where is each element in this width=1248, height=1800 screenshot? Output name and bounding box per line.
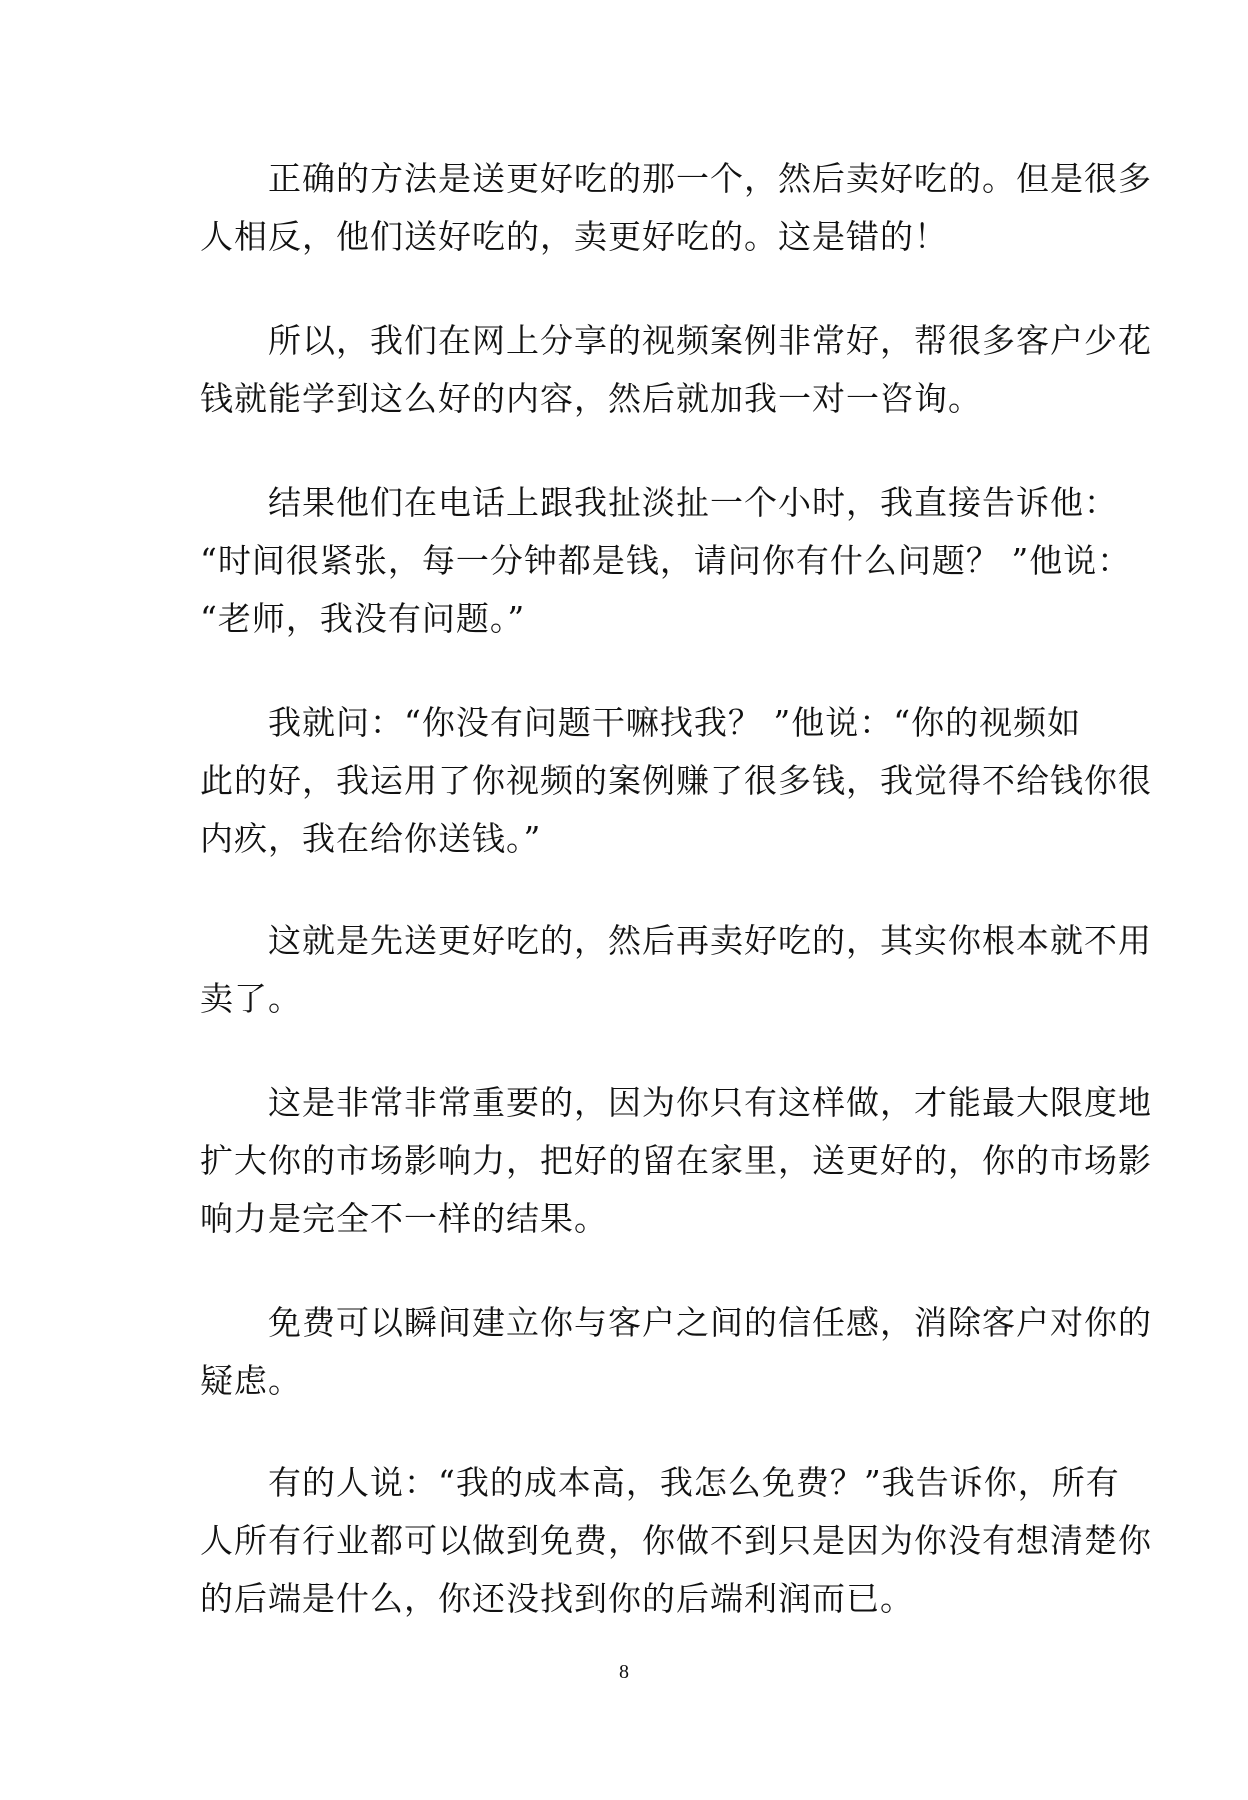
paragraph-line: 正确的方法是送更好吃的那一个，然后卖好吃的。但是很多: [200, 159, 1152, 198]
paragraph-line: 响力是完全不一样的结果。: [200, 1199, 608, 1238]
paragraph-line: 此的好，我运用了你视频的案例赚了很多钱，我觉得不给钱你很: [200, 761, 1152, 800]
paragraph-1: [200, 150, 1152, 266]
paragraph-line: 人所有行业都可以做到免费，你做不到只是因为你没有想清楚你: [200, 1521, 1152, 1560]
paragraph-line: 我就问：“你没有问题干嘛找我？ ”他说：“你的视频如: [200, 703, 1082, 742]
paragraph-3: [200, 474, 1132, 648]
paragraph-line: 内疚，我在给你送钱。”: [200, 819, 542, 858]
paragraph-line: 这就是先送更好吃的，然后再卖好吃的，其实你根本就不用: [200, 921, 1152, 960]
paragraph-line: 这是非常非常重要的，因为你只有这样做，才能最大限度地: [200, 1083, 1152, 1122]
paragraph-line: 扩大你的市场影响力，把好的留在家里，送更好的，你的市场影: [200, 1141, 1152, 1180]
paragraph-line: “时间很紧张，每一分钟都是钱，请问你有什么问题？ ”他说：: [200, 541, 1132, 580]
page-number: 8: [619, 1661, 629, 1683]
paragraph-line: 结果他们在电话上跟我扯淡扯一个小时，我直接告诉他：: [200, 483, 1118, 522]
paragraph-line: “老师，我没有问题。”: [200, 599, 526, 638]
paragraph-line: 疑虑。: [200, 1361, 302, 1400]
paragraph-8: [200, 1454, 1152, 1628]
paragraph-2: [200, 312, 1152, 428]
paragraph-line: 所以，我们在网上分享的视频案例非常好，帮很多客户少花: [200, 321, 1152, 360]
paragraph-line: 的后端是什么，你还没找到你的后端利润而已。: [200, 1579, 914, 1618]
paragraph-4: [200, 694, 1152, 868]
paragraph-line: 免费可以瞬间建立你与客户之间的信任感，消除客户对你的: [200, 1303, 1152, 1342]
paragraph-line: 卖了。: [200, 979, 302, 1018]
paragraph-5: [200, 912, 1152, 1028]
paragraph-line: 有的人说：“我的成本高，我怎么免费？”我告诉你，所有: [200, 1463, 1120, 1502]
paragraph-7: [200, 1294, 1152, 1410]
paragraph-line: 钱就能学到这么好的内容，然后就加我一对一咨询。: [200, 379, 982, 418]
paragraph-line: 人相反，他们送好吃的，卖更好吃的。这是错的！: [200, 217, 948, 256]
paragraph-6: [200, 1074, 1152, 1248]
